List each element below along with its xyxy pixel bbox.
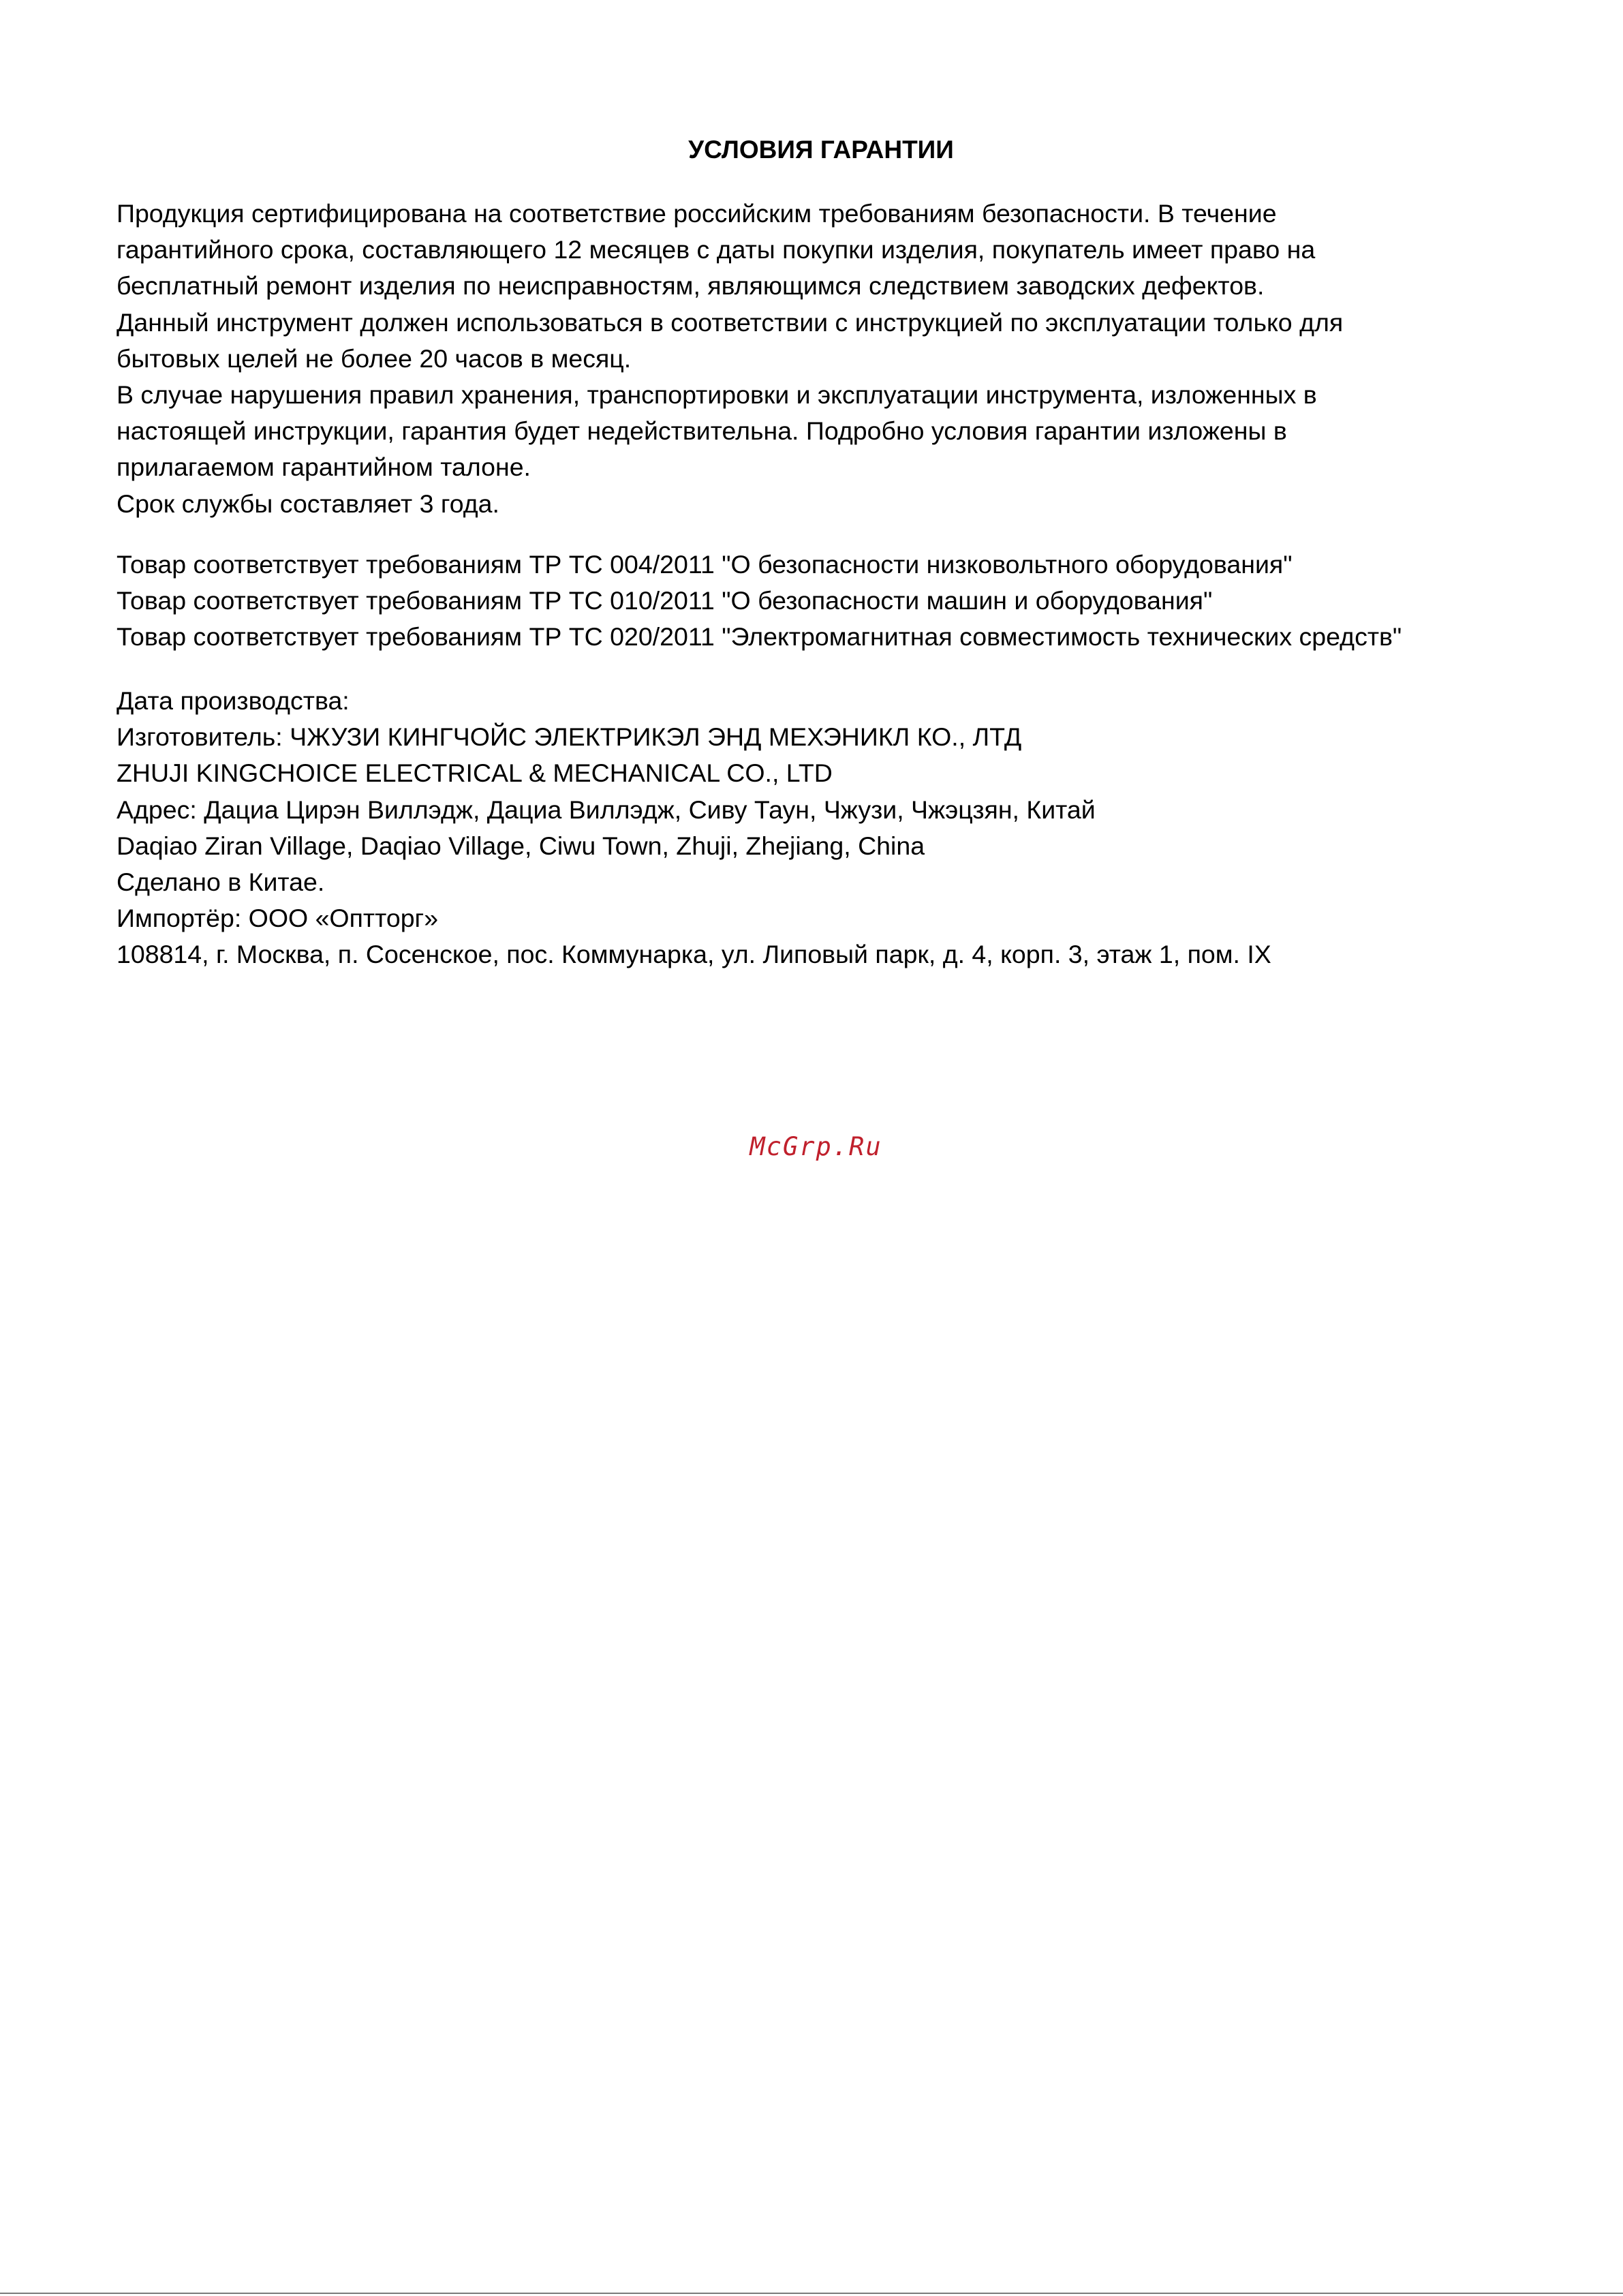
address-line: Адрес: Дациа Цирэн Виллэдж, Дациа Виллэдж, Сиву Таун, Чжузи, Чжэцзян, Китай: [117, 795, 1096, 824]
production-date-line: Дата производства:: [117, 686, 350, 715]
warranty-line: бесплатный ремонт изделия по неисправностям, являющимся следствием заводских дефектов.: [117, 271, 1265, 301]
warranty-line: гарантийного срока, составляющего 12 месяцев с даты покупки изделия, покупатель имеет право на: [117, 235, 1316, 264]
service-life-line: Срок службы составляет 3 года.: [117, 489, 499, 518]
manufacturer-section: [117, 683, 1616, 973]
warranty-line: В случае нарушения правил хранения, транспортировки и эксплуатации инструмента, изложенных в: [117, 380, 1317, 410]
warranty-line: Продукция сертифицирована на соответствие российским требованиям безопасности. В течение: [117, 199, 1277, 228]
origin-line: Сделано в Китае.: [117, 868, 325, 897]
address-en-line: Daqiao Ziran Village, Daqiao Village, Ciwu Town, Zhuji, Zhejiang, China: [117, 831, 925, 860]
importer-line: Импортёр: ООО «Оптторг»: [117, 904, 439, 933]
compliance-line: Товар соответствует требованиям ТР ТС 010/2011 "О безопасности машин и оборудования": [117, 586, 1213, 615]
warranty-line: Данный инструмент должен использоваться в соответствии с инструкцией по эксплуатации только для: [117, 307, 1344, 337]
warranty-line: прилагаемом гарантийном талоне.: [117, 453, 531, 482]
compliance-section: [117, 547, 1616, 656]
warranty-terms-section: [117, 196, 1616, 522]
compliance-line: Товар соответствует требованиям ТР ТС 020/2011 "Электромагнитная совместимость технических средств": [117, 622, 1402, 652]
warranty-line: бытовых целей не более 20 часов в месяц.: [117, 343, 632, 373]
compliance-line: Товар соответствует требованиям ТР ТС 004/2011 "О безопасности низковольтного оборудования": [117, 550, 1293, 579]
manufacturer-line: Изготовитель: ЧЖУЗИ КИНГЧОЙС ЭЛЕКТРИКЭЛ ЭНД МЕХЭНИКЛ КО., ЛТД: [117, 722, 1022, 752]
warranty-line: настоящей инструкции, гарантия будет недействительна. Подробно условия гарантии изложены в: [117, 416, 1287, 446]
manufacturer-en-line: ZHUJI KINGCHOICE ELECTRICAL & MECHANICAL CO., LTD: [117, 759, 833, 788]
importer-address-line: 108814, г. Москва, п. Сосенское, пос. Коммунарка, ул. Липовый парк, д. 4, корп. 3, этаж 1, пом. IX: [117, 940, 1271, 969]
page-bottom-edge: [0, 2293, 1623, 2294]
document-title: УСЛОВИЯ ГАРАНТИИ: [688, 136, 954, 164]
watermark-text: McGrp.Ru: [749, 1132, 882, 1161]
